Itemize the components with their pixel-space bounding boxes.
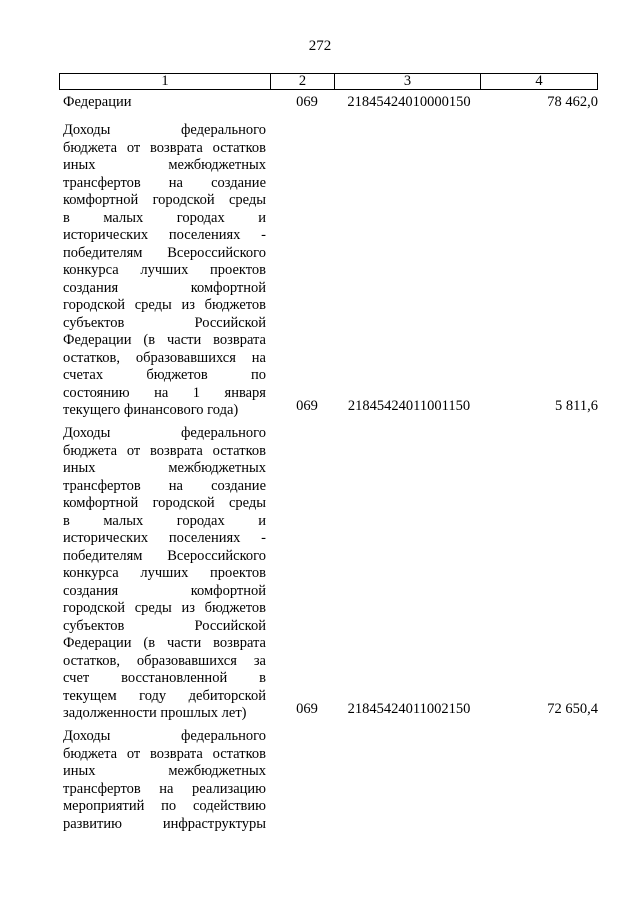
desc-line: исторических поселениях - <box>63 227 266 243</box>
desc-line: Доходы федерального <box>63 425 266 441</box>
desc-line: городской среды из бюджетов <box>63 297 266 313</box>
table-header <box>59 73 598 90</box>
desc-line: текущем году дебиторской <box>63 687 266 704</box>
desc-line: трансфертов на реализацию <box>63 780 266 797</box>
desc-line: трансфертов на создание <box>63 174 266 191</box>
desc-line: бюджета от возврата остатков <box>63 139 266 156</box>
desc-line: конкурса лучших проектов <box>63 565 266 581</box>
header-col-1: 1 <box>60 74 271 89</box>
amount: 78 462,0 <box>547 94 598 110</box>
budget-classification-code: 21845424010000150 <box>347 94 471 110</box>
admin-code: 069 <box>296 701 318 717</box>
header-col-4: 4 <box>535 73 543 89</box>
admin-code: 069 <box>296 398 318 414</box>
admin-code: 069 <box>296 94 318 110</box>
amount: 5 811,6 <box>555 398 598 414</box>
desc-line: Федерации (в части возврата <box>63 332 266 348</box>
amount: 72 650,4 <box>547 701 598 717</box>
desc-line: счетах бюджетов по <box>63 367 266 383</box>
desc-line: в малых городах и <box>63 209 266 226</box>
desc-line: в малых городах и <box>63 512 266 529</box>
row-description <box>63 425 266 723</box>
desc-line: Доходы федерального <box>63 728 266 744</box>
desc-line: остатков, образовавшихся за <box>63 652 266 669</box>
desc-line: иных межбюджетных <box>63 157 266 173</box>
desc-line: победителям Всероссийского <box>63 244 266 261</box>
desc-line: субъектов Российской <box>63 617 266 634</box>
desc-line: Федерации <box>63 94 132 110</box>
desc-line: Доходы федерального <box>63 122 266 138</box>
desc-line: мероприятий по содействию <box>63 798 266 814</box>
row-description <box>63 94 266 112</box>
desc-line: задолженности прошлых лет) <box>63 705 247 721</box>
desc-line: победителям Всероссийского <box>63 547 266 564</box>
desc-line: текущего финансового года) <box>63 402 239 418</box>
desc-line: субъектов Российской <box>63 314 266 331</box>
desc-line: бюджета от возврата остатков <box>63 745 266 762</box>
row-description <box>63 122 266 420</box>
desc-line: бюджета от возврата остатков <box>63 442 266 459</box>
desc-line: развитию инфраструктуры <box>63 815 266 832</box>
desc-line: городской среды из бюджетов <box>63 600 266 616</box>
desc-line: конкурса лучших проектов <box>63 262 266 278</box>
desc-line: счет восстановленной в <box>63 670 266 686</box>
budget-classification-code: 21845424011001150 <box>347 398 471 414</box>
desc-line: создания комфортной <box>63 582 266 599</box>
desc-line: исторических поселениях - <box>63 530 266 546</box>
desc-line: остатков, образовавшихся на <box>63 349 266 366</box>
desc-line: иных межбюджетных <box>63 763 266 779</box>
desc-line: трансфертов на создание <box>63 477 266 494</box>
desc-line: иных межбюджетных <box>63 460 266 476</box>
row-description <box>63 728 266 833</box>
desc-line: Федерации (в части возврата <box>63 635 266 651</box>
header-col-2: 2 <box>271 74 335 89</box>
page-number: 272 <box>308 38 332 54</box>
desc-line: создания комфортной <box>63 279 266 296</box>
header-col-3: 3 <box>335 74 481 89</box>
budget-classification-code: 21845424011002150 <box>347 701 471 717</box>
desc-line: комфортной городской среды <box>63 192 266 208</box>
desc-line: состоянию на 1 января <box>63 384 266 401</box>
desc-line: комфортной городской среды <box>63 495 266 511</box>
